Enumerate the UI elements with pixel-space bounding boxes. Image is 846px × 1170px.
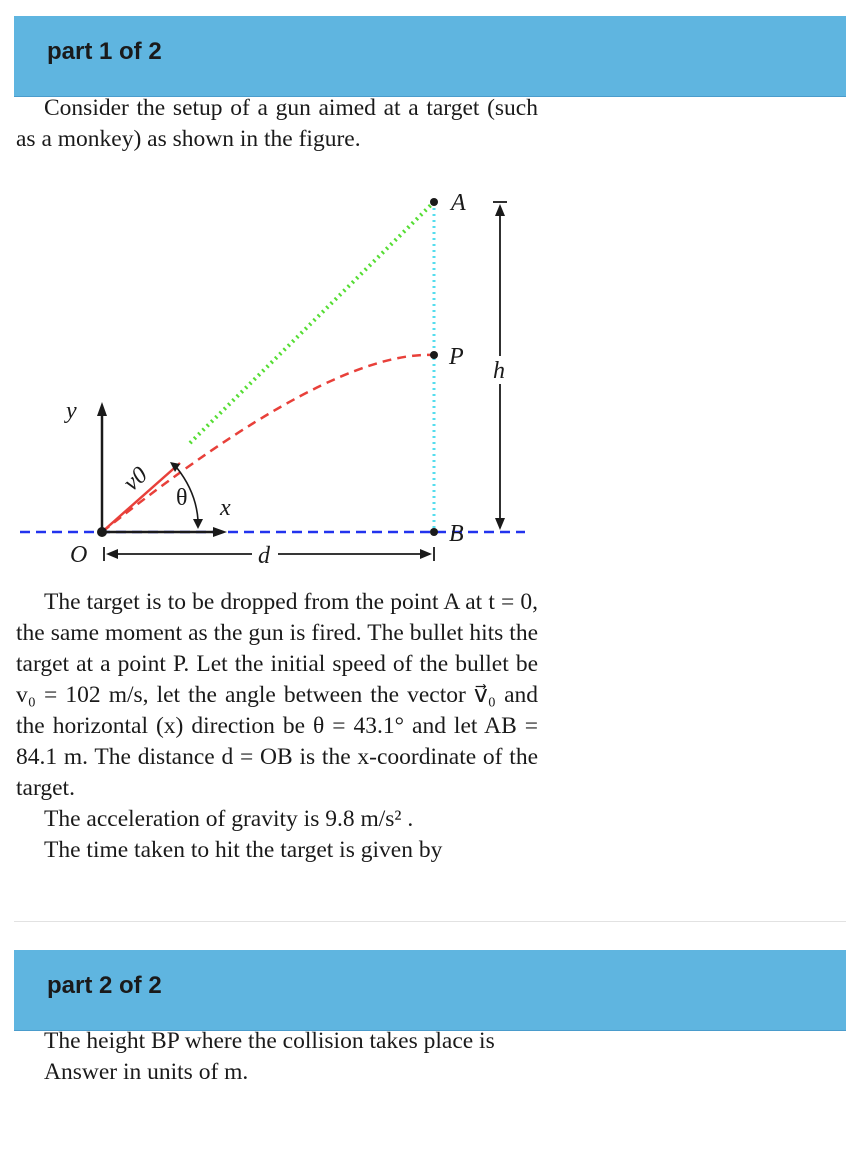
part1-intro-text: Consider the setup of a gun aimed at a target (such as a monkey) as shown in the figure. (16, 95, 538, 152)
part1-paragraph-3: The time taken to hit the target is given by (44, 837, 443, 863)
point-o-dot (97, 527, 107, 537)
part2-paragraph-1: The height BP where the collision takes place is (44, 1028, 495, 1054)
label-h: h (493, 358, 505, 384)
point-a-dot (430, 198, 438, 206)
trajectory-curve (102, 355, 434, 532)
label-b: B (449, 521, 464, 547)
label-a: A (451, 190, 466, 216)
part2-body (16, 1026, 538, 1088)
h-arrow-top (495, 204, 505, 216)
part1-intro (16, 93, 538, 155)
y-axis-arrow (97, 402, 107, 416)
h-arrow-bottom (495, 518, 505, 530)
label-x: x (220, 495, 231, 521)
monkey-gun-figure (20, 180, 540, 580)
part1-paragraph-1: The target is to be dropped from the point A at t = 0, the same moment as the gun is fired. The bullet hits the target at a point P. Let the initial speed of the bullet be v₀ = 102 m/s, let the angle between the vector v⃗₀ and the horizontal (x) direction be θ = 43.1° and let AB = 84.1 m. The distance d = OB is the x-coordinate of the target. (16, 589, 538, 801)
label-v0: v0 (118, 461, 153, 497)
point-b-dot (430, 528, 438, 536)
part2-header (14, 950, 846, 1031)
label-o: O (70, 542, 88, 568)
theta-arrow-bottom (193, 519, 203, 529)
d-arrow-left (106, 549, 118, 559)
part2-paragraph-2: Answer in units of m. (44, 1059, 249, 1085)
line-of-sight (190, 202, 434, 443)
label-p: P (449, 344, 464, 370)
part1-body (16, 587, 538, 866)
d-arrow-right (420, 549, 432, 559)
part1-header-label: part 1 of 2 (47, 38, 162, 65)
x-axis-arrow (213, 527, 227, 537)
part2-header-label: part 2 of 2 (47, 972, 162, 999)
label-y: y (66, 398, 77, 424)
section-divider (14, 921, 846, 922)
point-p-dot (430, 351, 438, 359)
part1-header (14, 16, 846, 97)
label-d: d (258, 543, 270, 569)
part1-paragraph-2: The acceleration of gravity is 9.8 m/s² . (44, 806, 414, 832)
label-theta: θ (176, 485, 188, 511)
